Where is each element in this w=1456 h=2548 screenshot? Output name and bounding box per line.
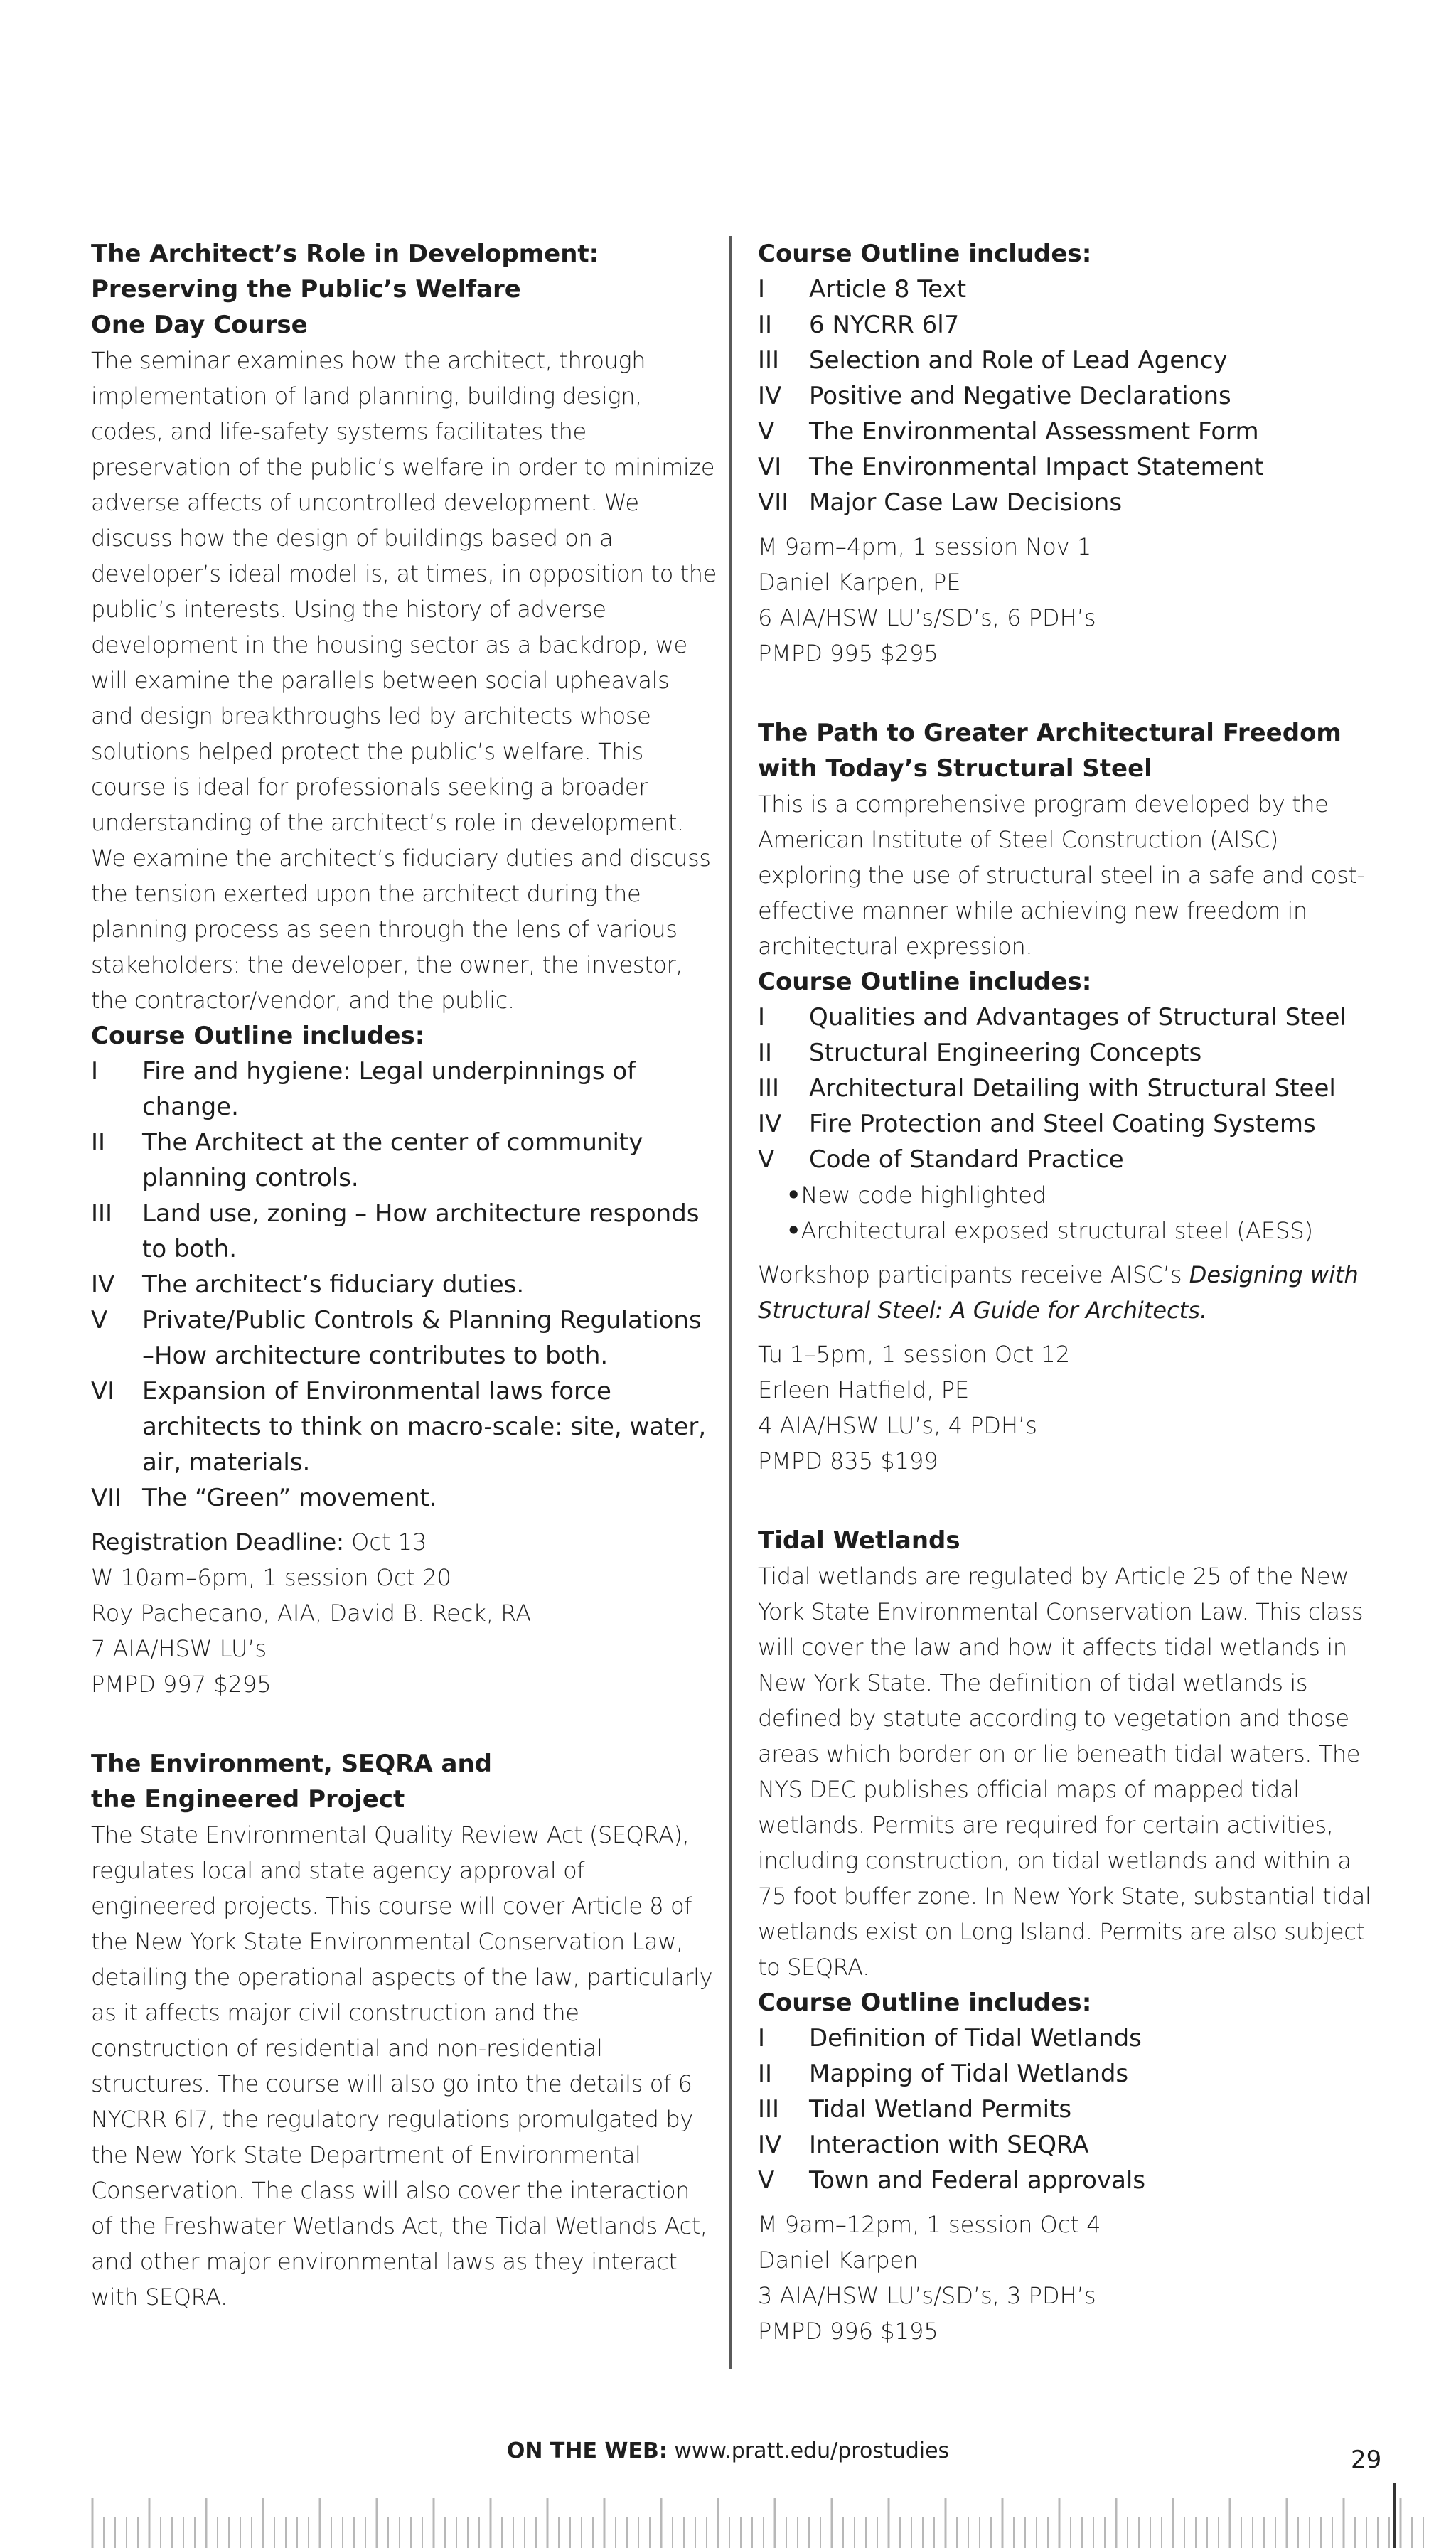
outline-item: VI Expansion of Environmental laws force architects to think on macro-scale: site, water, air, materials. [91, 1377, 707, 1477]
course-code: PMPD 835 $199 [758, 1447, 938, 1474]
course-description: The seminar examines how the architect, through implementation of land planning, building design, codes, and life-safety systems facilitates the preservation of the public’s welfare in order to minimize adverse affects of uncontrolled development. We discuss how the design of buildings based on a developer’s ideal model is, at times, in opposition to the public’s interests. Using the history of adverse development in the housing sector as a backdrop, we will examine the parallels between social upheavals and design breakthroughs led by architects whose solutions helped protect the public’s welfare. This course is ideal for professionals seeking a broader understanding of the architect’s role in development. We examine the architect’s fiduciary duties and discuss the tension exerted upon the architect during the planning process as seen through the lens of various stakeholders: the developer, the owner, the investor, the contractor/vendor, and the public. [91, 347, 717, 1014]
outline-item: V The Environmental Assessment Form [758, 417, 1259, 446]
course-title: The Environment, SEQRA and the Engineered Project [91, 1750, 493, 1814]
registration-deadline: Registration Deadline: Oct 13 [91, 1529, 427, 1556]
course-credits: 3 AIA/HSW LU’s/SD’s, 3 PDH’s [758, 2282, 1096, 2309]
outline-item: VII The “Green” movement. [91, 1484, 437, 1512]
course-outline [758, 1000, 1383, 1177]
course-description: The State Environmental Quality Review Act (SEQRA), regulates local and state agency approval of engineered projects. This course will cover Article 8 of the New York State Environmental Conservation Law, detailing the operational aspects of the law, particularly as it affects major civil construction and the construction of residential and non-residential structures. The course will also go into the details of 6 NYCRR 6l7, the regulatory regulations promulgated by the New York State Department of Environmental Conservation. The class will also cover the interaction of the Freshwater Wetlands Act, the Tidal Wetlands Act, and other major environmental laws as they interact with SEQRA. [91, 1821, 713, 2311]
outline-item: V Town and Federal approvals [758, 2166, 1146, 2195]
course-schedule: M 9am–12pm, 1 session Oct 4 [758, 2211, 1101, 2238]
outline-heading: Course Outline includes: [758, 968, 1092, 996]
outline-item: I Article 8 Text [758, 275, 967, 304]
outline-item: II Structural Engineering Concepts [758, 1039, 1202, 1067]
course-instructors: Daniel Karpen, PE [758, 569, 961, 596]
course-credits: 6 AIA/HSW LU’s/SD’s, 6 PDH’s [758, 604, 1096, 631]
course-code: PMPD 997 $295 [91, 1671, 272, 1698]
book-title: Designing with Structural Steel: A Guide for Architects. [758, 1261, 1359, 1324]
outline-item: II 6 NYCRR 6l7 [758, 311, 960, 339]
workshop-note: Workshop participants receive AISC’s Designing with Structural Steel: A Guide for Architects. [758, 1261, 1359, 1324]
course-structural-steel [758, 715, 1383, 1479]
decorative-ruler [91, 2483, 1428, 2548]
course-credits: 4 AIA/HSW LU’s, 4 PDH’s [758, 1412, 1037, 1439]
course-title: The Architect’s Role in Development: Preserving the Public’s Welfare [91, 240, 599, 304]
outline-item: V Code of Standard Practice [758, 1145, 1124, 1174]
outline-item: I Definition of Tidal Wetlands [758, 2024, 1142, 2052]
course-instructors: Erleen Hatfield, PE [758, 1376, 970, 1403]
right-column [758, 236, 1383, 2349]
course-meta [758, 1337, 1383, 1479]
bullet-item: • Architectural exposed structural steel (AESS) [786, 1213, 1383, 1248]
outline-item: IV Interaction with SEQRA [758, 2131, 1089, 2159]
course-schedule: Tu 1–5pm, 1 session Oct 12 [758, 1341, 1071, 1368]
course-description: Tidal wetlands are regulated by Article 25 of the New York State Environmental Conservation Law. This class will cover the law and how it affects tidal wetlands in New York State. The definition of tidal wetlands is defined by statute according to vegetation and those areas which border on or lie beneath tidal waters. The NYS DEC publishes official maps of mapped tidal wetlands. Permits are required for certain activities, including construction, on tidal wetlands and within a 75 foot buffer zone. In New York State, substantial tidal wetlands exist on Long Island. Permits are also subject to SEQRA. [758, 1563, 1371, 1981]
course-credits: 7 AIA/HSW LU’s [91, 1635, 267, 1662]
course-environment-seqra [91, 1746, 717, 2315]
outline-subbullets [758, 1177, 1383, 1248]
course-architects-role [91, 236, 717, 1702]
outline-item: V Private/Public Controls & Planning Regulations –How architecture contributes to both. [91, 1306, 702, 1370]
bullet-item: • New code highlighted [786, 1177, 1383, 1213]
outline-heading: Course Outline includes: [758, 240, 1092, 268]
course-tidal-wetlands [758, 1523, 1383, 2349]
course-meta [758, 2207, 1383, 2349]
left-column [91, 236, 717, 2315]
course-code: PMPD 995 $295 [758, 640, 938, 667]
course-instructors: Roy Pachecano, AIA, David B. Reck, RA [91, 1600, 532, 1627]
outline-item: I Qualities and Advantages of Structural Steel [758, 1003, 1347, 1032]
course-title: The Path to Greater Architectural Freedom with Today’s Structural Steel [758, 719, 1342, 783]
outline-item: I Fire and hygiene: Legal underpinnings of change. [91, 1057, 636, 1121]
outline-heading: Course Outline includes: [758, 1988, 1092, 2017]
course-title: Tidal Wetlands [758, 1526, 960, 1555]
page-number: 29 [1351, 2446, 1382, 2474]
course-description: This is a comprehensive program developed by the American Institute of Steel Construction (AISC) exploring the use of structural steel in a safe and cost-effective manner while achieving new freedom in architectural expression. [758, 791, 1365, 960]
course-schedule: W 10am–6pm, 1 session Oct 20 [91, 1564, 451, 1591]
outline-item: II Mapping of Tidal Wetlands [758, 2060, 1129, 2088]
course-outline [91, 1054, 717, 1516]
outline-item: VII Major Case Law Decisions [758, 488, 1123, 517]
outline-item: IV Fire Protection and Steel Coating Systems [758, 1110, 1316, 1138]
outline-heading: Course Outline includes: [91, 1022, 425, 1050]
course-outline [758, 2020, 1383, 2198]
course-instructors: Daniel Karpen [758, 2247, 919, 2274]
outline-item: III Land use, zoning – How architecture responds to both. [91, 1199, 700, 1263]
outline-item: IV The architect’s fiduciary duties. [91, 1270, 525, 1299]
column-divider [729, 236, 732, 2369]
course-meta [758, 529, 1383, 671]
course-meta [91, 1524, 717, 1702]
course-environment-seqra-continued [758, 236, 1383, 671]
outline-item: III Architectural Detailing with Structural Steel [758, 1074, 1336, 1103]
footer-url[interactable]: www.pratt.edu/prostudies [674, 2439, 950, 2463]
outline-item: III Tidal Wetland Permits [758, 2095, 1072, 2124]
course-outline [758, 272, 1383, 520]
outline-item: III Selection and Role of Lead Agency [758, 346, 1228, 375]
course-code: PMPD 996 $195 [758, 2318, 938, 2345]
footer-label: ON THE WEB: [506, 2439, 668, 2463]
course-subtitle: One Day Course [91, 311, 308, 339]
course-schedule: M 9am–4pm, 1 session Nov 1 [758, 533, 1092, 560]
footer-web [0, 2437, 1456, 2466]
outline-item: IV Positive and Negative Declarations [758, 382, 1231, 410]
outline-item: II The Architect at the center of community planning controls. [91, 1128, 643, 1192]
outline-item: VI The Environmental Impact Statement [758, 453, 1264, 481]
